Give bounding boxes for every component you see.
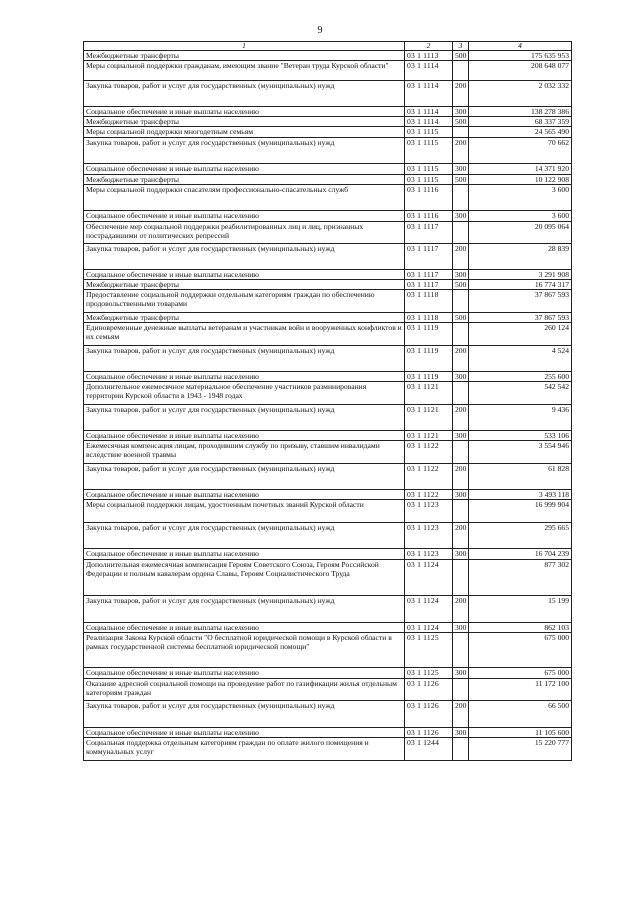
row-type-cell: 300 (453, 107, 469, 117)
row-code-cell: 03 1 1126 (405, 728, 453, 738)
row-code-cell: 03 1 1117 (405, 280, 453, 290)
row-code-cell: 03 1 1121 (405, 382, 453, 405)
table-row (84, 280, 572, 290)
row-code-cell: 03 1 1115 (405, 138, 453, 164)
row-name-cell: Межбюджетные трансферты (84, 313, 405, 323)
row-amount-cell: 675 000 (469, 668, 572, 679)
row-amount-cell: 260 124 (469, 323, 572, 346)
row-type-cell: 200 (453, 596, 469, 623)
row-code-cell: 03 1 1121 (405, 431, 453, 441)
row-code-cell: 03 1 1118 (405, 313, 453, 323)
row-code-cell: 03 1 1123 (405, 523, 453, 549)
table-row (84, 382, 572, 405)
row-amount-cell: 208 648 077 (469, 61, 572, 81)
table-row (84, 51, 572, 61)
page-number: 9 (317, 25, 323, 36)
row-name-cell: Социальное обеспечение и иные выплаты населению (84, 431, 405, 441)
row-name-cell: Ежемесячная компенсация лицам, проходившим службу по призыву, ставшим инвалидами вследствие военной травмы (84, 441, 405, 464)
table-row (84, 313, 572, 323)
row-name-cell: Межбюджетные трансферты (84, 51, 405, 61)
row-type-cell (453, 633, 469, 668)
table-row (84, 523, 572, 549)
row-type-cell: 300 (453, 728, 469, 738)
row-name-cell: Межбюджетные трансферты (84, 175, 405, 185)
row-amount-cell: 533 106 (469, 431, 572, 441)
row-name-cell: Закупка товаров, работ и услуг для государственных (муниципальных) нужд (84, 405, 405, 431)
row-amount-cell: 877 302 (469, 560, 572, 596)
table-row (84, 679, 572, 701)
table-row (84, 81, 572, 107)
row-name-cell: Межбюджетные трансферты (84, 280, 405, 290)
row-code-cell: 03 1 1114 (405, 117, 453, 127)
row-code-cell: 03 1 1125 (405, 633, 453, 668)
row-type-cell (453, 738, 469, 761)
row-type-cell: 200 (453, 81, 469, 107)
row-amount-cell: 675 000 (469, 633, 572, 668)
row-name-cell: Социальное обеспечение и иные выплаты населению (84, 490, 405, 500)
row-amount-cell: 70 662 (469, 138, 572, 164)
row-amount-cell: 20 095 064 (469, 222, 572, 244)
row-amount-cell: 11 105 600 (469, 728, 572, 738)
table-row (84, 185, 572, 211)
row-name-cell: Социальное обеспечение и иные выплаты населению (84, 211, 405, 222)
table-row (84, 323, 572, 346)
table-row (84, 728, 572, 738)
row-amount-cell: 4 524 (469, 346, 572, 372)
row-amount-cell: 15 220 777 (469, 738, 572, 761)
row-type-cell: 500 (453, 175, 469, 185)
row-name-cell: Межбюджетные трансферты (84, 117, 405, 127)
row-code-cell: 03 1 1117 (405, 222, 453, 244)
row-type-cell: 200 (453, 523, 469, 549)
row-code-cell: 03 1 1114 (405, 81, 453, 107)
row-type-cell (453, 500, 469, 523)
row-type-cell (453, 441, 469, 464)
table-row (84, 117, 572, 127)
row-amount-cell: 14 371 920 (469, 164, 572, 175)
row-code-cell: 03 1 1124 (405, 560, 453, 596)
row-type-cell: 300 (453, 549, 469, 560)
header-col-3: 3 (453, 42, 469, 51)
row-code-cell: 03 1 1115 (405, 127, 453, 138)
row-name-cell: Социальное обеспечение и иные выплаты населению (84, 270, 405, 280)
row-type-cell (453, 679, 469, 701)
row-code-cell: 03 1 1113 (405, 51, 453, 61)
row-code-cell: 03 1 1126 (405, 679, 453, 701)
row-amount-cell: 862 103 (469, 623, 572, 633)
row-amount-cell: 37 867 593 (469, 313, 572, 323)
row-code-cell: 03 1 1124 (405, 596, 453, 623)
row-type-cell: 200 (453, 464, 469, 490)
row-amount-cell: 3 600 (469, 211, 572, 222)
table-row (84, 560, 572, 596)
table-row (84, 211, 572, 222)
row-type-cell: 300 (453, 623, 469, 633)
row-type-cell (453, 290, 469, 313)
row-amount-cell: 16 774 317 (469, 280, 572, 290)
row-type-cell (453, 560, 469, 596)
row-code-cell: 03 1 1122 (405, 490, 453, 500)
row-code-cell: 03 1 1119 (405, 323, 453, 346)
row-amount-cell: 9 436 (469, 405, 572, 431)
row-amount-cell: 16 704 239 (469, 549, 572, 560)
row-type-cell: 300 (453, 211, 469, 222)
row-name-cell: Обеспечение мер социальной поддержки реабилитированных лиц и лиц, признанных пострадавшими от политических репрессий (84, 222, 405, 244)
row-name-cell: Социальная поддержка отдельным категориям граждан по оплате жилого помещения и коммунальных услуг (84, 738, 405, 761)
row-name-cell: Социальное обеспечение и иные выплаты населению (84, 549, 405, 560)
row-amount-cell: 3 554 946 (469, 441, 572, 464)
row-type-cell: 200 (453, 405, 469, 431)
table-row (84, 175, 572, 185)
row-type-cell: 500 (453, 313, 469, 323)
row-type-cell: 300 (453, 668, 469, 679)
row-type-cell: 300 (453, 431, 469, 441)
table-row (84, 138, 572, 164)
table-row (84, 164, 572, 175)
table-row (84, 549, 572, 560)
row-name-cell: Закупка товаров, работ и услуг для государственных (муниципальных) нужд (84, 701, 405, 728)
row-name-cell: Меры социальной поддержки гражданам, имеющим звание "Ветеран труда Курской области" (84, 61, 405, 81)
budget-table (83, 41, 572, 761)
row-type-cell: 500 (453, 280, 469, 290)
row-code-cell: 03 1 1117 (405, 270, 453, 280)
row-type-cell: 200 (453, 701, 469, 728)
row-code-cell: 03 1 1118 (405, 290, 453, 313)
row-type-cell: 300 (453, 372, 469, 382)
row-name-cell: Реализация Закона Курской области "О бесплатной юридической помощи в Курской области в рамках государственной системы бесплатной юридической помощи" (84, 633, 405, 668)
row-type-cell (453, 382, 469, 405)
row-amount-cell: 68 337 359 (469, 117, 572, 127)
row-name-cell: Социальное обеспечение и иные выплаты населению (84, 728, 405, 738)
table-row (84, 346, 572, 372)
row-code-cell: 03 1 1121 (405, 405, 453, 431)
table-row (84, 127, 572, 138)
table-row (84, 738, 572, 761)
table-header-row (84, 42, 572, 51)
row-name-cell: Дополнительное ежемесячное материальное обеспечение участников разминирования территории Курской области в 1943 - 1948 годах (84, 382, 405, 405)
row-amount-cell: 138 278 386 (469, 107, 572, 117)
row-name-cell: Предоставление социальной поддержки отдельным категориям граждан по обеспечению продовольственными товарами (84, 290, 405, 313)
row-amount-cell: 255 600 (469, 372, 572, 382)
table-row (84, 441, 572, 464)
row-type-cell (453, 222, 469, 244)
row-amount-cell: 37 867 593 (469, 290, 572, 313)
row-name-cell: Закупка товаров, работ и услуг для государственных (муниципальных) нужд (84, 596, 405, 623)
row-code-cell: 03 1 1125 (405, 668, 453, 679)
row-name-cell: Закупка товаров, работ и услуг для государственных (муниципальных) нужд (84, 346, 405, 372)
row-type-cell: 300 (453, 164, 469, 175)
row-type-cell: 200 (453, 138, 469, 164)
row-amount-cell: 10 122 908 (469, 175, 572, 185)
row-code-cell: 03 1 1119 (405, 372, 453, 382)
row-amount-cell: 28 839 (469, 244, 572, 270)
header-col-4: 4 (469, 42, 572, 51)
table-row (84, 623, 572, 633)
row-name-cell: Социальное обеспечение и иные выплаты населению (84, 372, 405, 382)
row-code-cell: 03 1 1122 (405, 464, 453, 490)
row-type-cell (453, 61, 469, 81)
row-name-cell: Закупка товаров, работ и услуг для государственных (муниципальных) нужд (84, 244, 405, 270)
table-row (84, 222, 572, 244)
row-name-cell: Меры социальной поддержки лицам, удостоенным почетных званий Курской области (84, 500, 405, 523)
row-type-cell: 200 (453, 244, 469, 270)
table-row (84, 61, 572, 81)
row-name-cell: Меры социальной поддержки многодетным семьям (84, 127, 405, 138)
row-type-cell (453, 185, 469, 211)
row-code-cell: 03 1 1116 (405, 211, 453, 222)
table-row (84, 633, 572, 668)
row-name-cell: Единовременные денежные выплаты ветеранам и участникам войн и вооруженных конфликтов и их семьям (84, 323, 405, 346)
row-amount-cell: 295 665 (469, 523, 572, 549)
row-type-cell (453, 127, 469, 138)
row-name-cell: Закупка товаров, работ и услуг для государственных (муниципальных) нужд (84, 138, 405, 164)
row-code-cell: 03 1 1117 (405, 244, 453, 270)
table-row (84, 270, 572, 280)
row-amount-cell: 175 635 953 (469, 51, 572, 61)
table-row (84, 500, 572, 523)
row-amount-cell: 3 493 118 (469, 490, 572, 500)
row-type-cell: 200 (453, 346, 469, 372)
row-amount-cell: 15 199 (469, 596, 572, 623)
table-row (84, 405, 572, 431)
row-type-cell: 300 (453, 270, 469, 280)
row-type-cell: 500 (453, 117, 469, 127)
row-amount-cell: 61 828 (469, 464, 572, 490)
row-code-cell: 03 1 1124 (405, 623, 453, 633)
table-row (84, 244, 572, 270)
row-name-cell: Социальное обеспечение и иные выплаты населению (84, 623, 405, 633)
table-row (84, 490, 572, 500)
table-row (84, 701, 572, 728)
row-name-cell: Закупка товаров, работ и услуг для государственных (муниципальных) нужд (84, 464, 405, 490)
row-amount-cell: 3 291 908 (469, 270, 572, 280)
table-row (84, 290, 572, 313)
row-code-cell: 03 1 1115 (405, 175, 453, 185)
row-code-cell: 03 1 1126 (405, 701, 453, 728)
row-code-cell: 03 1 1122 (405, 441, 453, 464)
row-name-cell: Оказание адресной социальной помощи на проведение работ по газификации жилья отдельным категориям граждан (84, 679, 405, 701)
row-code-cell: 03 1 1123 (405, 500, 453, 523)
row-amount-cell: 11 172 100 (469, 679, 572, 701)
row-type-cell: 500 (453, 51, 469, 61)
row-type-cell: 300 (453, 490, 469, 500)
row-amount-cell: 16 999 904 (469, 500, 572, 523)
row-name-cell: Закупка товаров, работ и услуг для государственных (муниципальных) нужд (84, 81, 405, 107)
row-name-cell: Социальное обеспечение и иные выплаты населению (84, 668, 405, 679)
row-name-cell: Закупка товаров, работ и услуг для государственных (муниципальных) нужд (84, 523, 405, 549)
row-code-cell: 03 1 1114 (405, 107, 453, 117)
header-col-1: 1 (84, 42, 405, 51)
row-name-cell: Дополнительная ежемесячная компенсация Героям Советского Союза, Героям Российской Федерации и полным кавалерам ордена Славы, Героям Социалистического Труда (84, 560, 405, 596)
table-row (84, 668, 572, 679)
row-type-cell (453, 323, 469, 346)
row-amount-cell: 66 500 (469, 701, 572, 728)
row-amount-cell: 2 032 332 (469, 81, 572, 107)
row-code-cell: 03 1 1116 (405, 185, 453, 211)
row-code-cell: 03 1 1119 (405, 346, 453, 372)
row-amount-cell: 3 600 (469, 185, 572, 211)
row-name-cell: Социальное обеспечение и иные выплаты населению (84, 164, 405, 175)
header-col-2: 2 (405, 42, 453, 51)
table-row (84, 372, 572, 382)
row-name-cell: Меры социальной поддержки спасателям профессионально-спасательных служб (84, 185, 405, 211)
table-row (84, 464, 572, 490)
table-row (84, 107, 572, 117)
row-code-cell: 03 1 1123 (405, 549, 453, 560)
table-row (84, 596, 572, 623)
row-amount-cell: 24 565 490 (469, 127, 572, 138)
row-code-cell: 03 1 1115 (405, 164, 453, 175)
row-code-cell: 03 1 1114 (405, 61, 453, 81)
row-name-cell: Социальное обеспечение и иные выплаты населению (84, 107, 405, 117)
table-row (84, 431, 572, 441)
row-code-cell: 03 1 1244 (405, 738, 453, 761)
row-amount-cell: 542 542 (469, 382, 572, 405)
